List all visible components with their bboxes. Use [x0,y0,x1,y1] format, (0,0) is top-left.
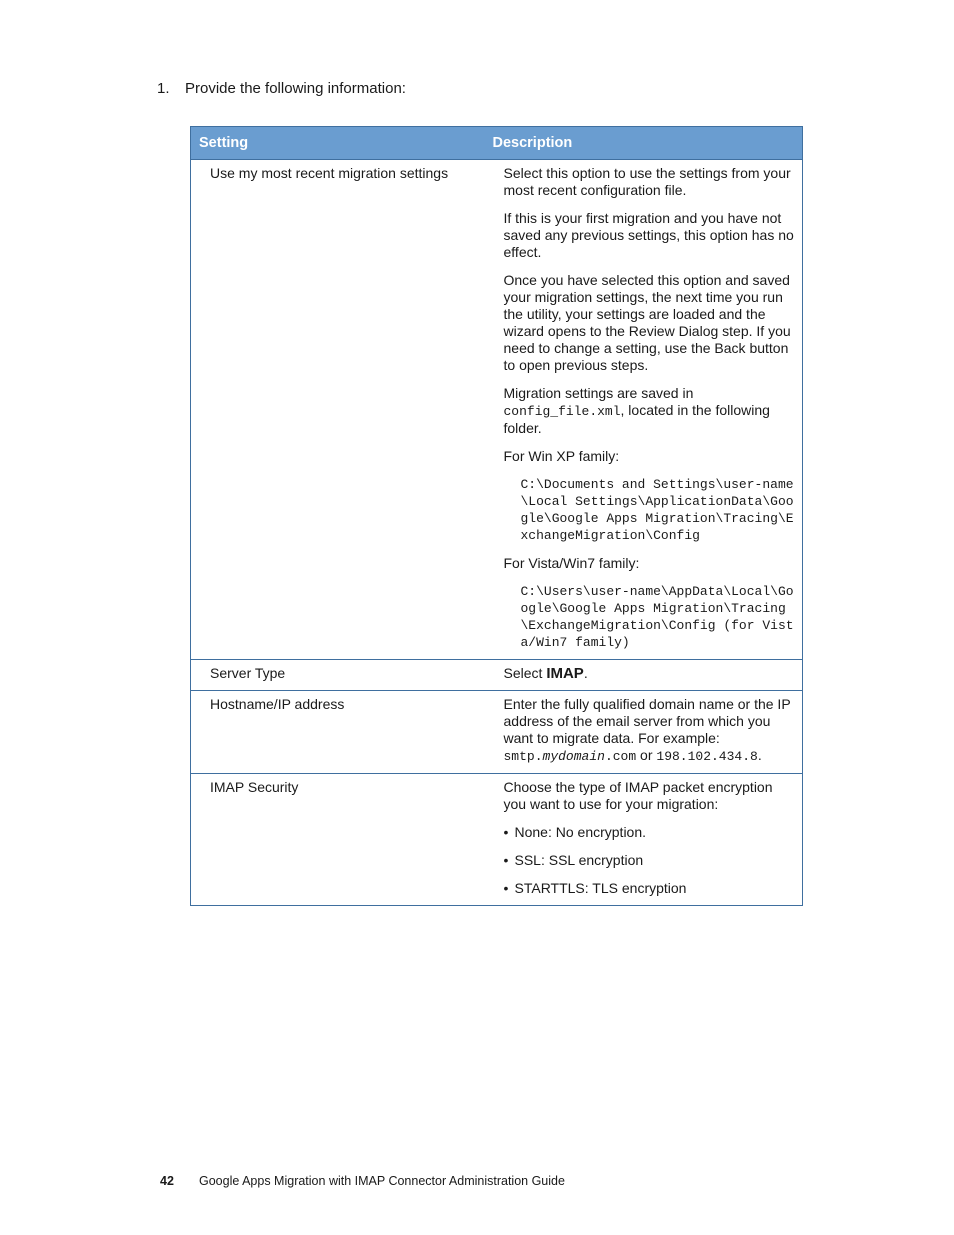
description-paragraph [504,665,795,682]
page-footer [160,1174,565,1189]
text-span: SSL: SSL encryption [514,852,644,868]
imap-option: IMAP [546,665,584,682]
description-cell [485,691,803,774]
example-ip: 198.102.434.8 [656,749,758,764]
page-number: 42 [160,1174,174,1188]
list-item [504,880,795,897]
text-span: Migration settings are saved in [503,385,694,401]
xp-path: C:\Documents and Settings\user-name\Local Settings\ApplicationData\Google\Google Apps Migration\Tracing\ExchangeMigration\Config [520,477,794,543]
text-span: .com [604,749,637,764]
vista-path: C:\Users\user-name\AppData\Local\Google\Google Apps Migration\Tracing\ExchangeMigration\Config (for Vista/Win7 family) [520,584,794,650]
xp-label: For Win XP family: [503,448,620,464]
description-paragraph: Select this option to use the settings from your most recent configuration file. [503,165,791,198]
vista-label: For Vista/Win7 family: [503,555,640,571]
example-hostname [504,749,637,764]
text-span: or [636,747,657,763]
text-span: STARTTLS: TLS encryption [514,880,687,896]
step-instruction [157,79,406,98]
setting-cell: Server Type [191,660,485,691]
bullet-icon: • [503,824,509,840]
text-span: Select [503,665,547,681]
description-paragraph [504,696,795,765]
text-span: Enter the fully qualified domain name or the IP address of the email server from which you want to migrate data. For example: [503,696,791,746]
step-text: Provide the following information: [185,80,406,97]
description-paragraph: Once you have selected this option and saved your migration settings, the next time you run the utility, your settings are loaded and the wizard opens to the Review Dialog step. If you need to change a setting, use the Back button to open previous steps. [503,272,791,373]
setting-cell: Hostname/IP address [191,691,485,774]
text-span: None: No encryption. [514,824,647,840]
description-paragraph: Choose the type of IMAP packet encryption you want to use for your migration: [503,779,773,812]
text-span: , located in the following folder. [503,402,770,436]
document-title: Google Apps Migration with IMAP Connector Administration Guide [199,1174,565,1188]
table-header-row [191,127,803,160]
list-item [504,852,795,869]
description-paragraph: If this is your first migration and you have not saved any previous settings, this option has no effect. [503,210,794,260]
text-span: . [757,747,762,763]
table-row [191,660,803,691]
step-number: 1. [157,80,170,97]
bullet-icon: • [503,852,509,868]
description-cell [485,774,803,906]
config-filename: config_file.xml [503,404,621,419]
list-item [504,824,795,841]
table-row [191,691,803,774]
setting-cell: IMAP Security [191,774,485,906]
header-description: Description [485,127,803,160]
settings-table [190,126,803,906]
text-span: mydomain [542,749,605,764]
text-span: smtp. [503,749,543,764]
table-row [191,774,803,906]
text-span: . [583,665,588,681]
description-cell [485,160,803,660]
description-paragraph [504,385,795,437]
header-setting: Setting [191,127,485,160]
setting-cell: Use my most recent migration settings [191,160,485,660]
description-cell [485,660,803,691]
bullet-icon: • [503,880,509,896]
table-row [191,160,803,660]
